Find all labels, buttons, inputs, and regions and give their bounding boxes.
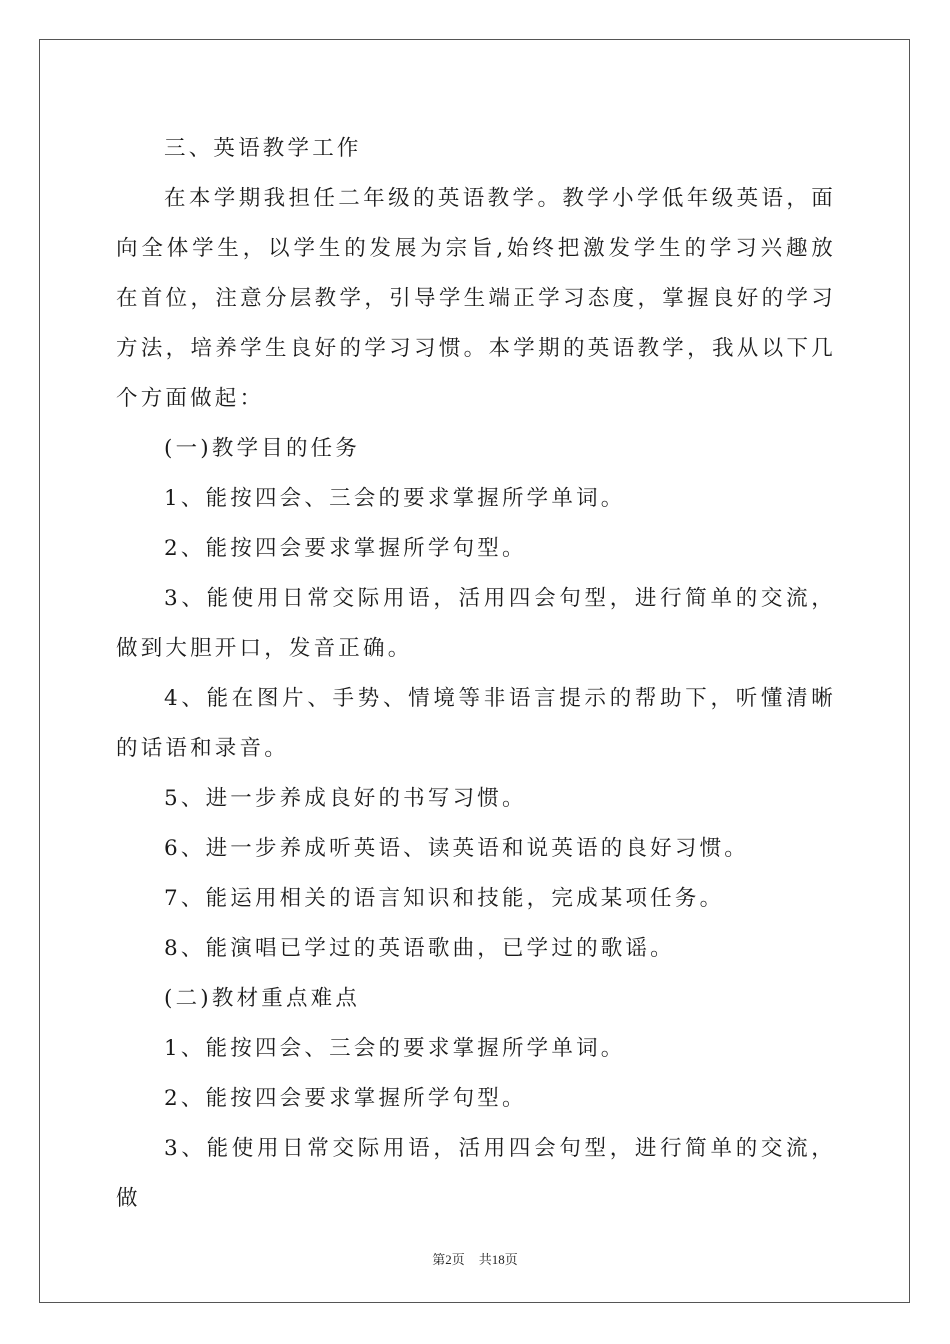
list-item: 6、进一步养成听英语、读英语和说英语的良好习惯。 (164, 836, 749, 861)
page-number: 第2页 (432, 1252, 465, 1267)
page-total: 共18页 (478, 1252, 518, 1267)
list-item: 3、能使用日常交际用语，活用四会句型，进行简单的交流，做到大胆开口，发音正确。 (116, 586, 836, 661)
list-item: 2、能按四会要求掌握所学句型。 (164, 1086, 527, 1111)
list-item: 4、能在图片、手势、情境等非语言提示的帮助下，听懂清晰的话语和录音。 (116, 686, 836, 761)
list-item: 3、能使用日常交际用语，活用四会句型，进行简单的交流，做 (116, 1136, 836, 1211)
list-item: 2、能按四会要求掌握所学句型。 (164, 536, 527, 561)
subsection-heading: (二)教材重点难点 (164, 986, 361, 1011)
body-paragraph: 在本学期我担任二年级的英语教学。教学小学低年级英语，面向全体学生，以学生的发展为宗旨,始终把激发学生的学习兴趣放在首位，注意分层教学，引导学生端正学习态度，掌握良好的学习方法，培养学生良好的学习习惯。本学期的英语教学，我从以下几个方面做起： (116, 186, 836, 411)
list-item: 1、能按四会、三会的要求掌握所学单词。 (164, 1036, 626, 1061)
list-item: 8、能演唱已学过的英语歌曲，已学过的歌谣。 (164, 936, 675, 961)
list-item: 1、能按四会、三会的要求掌握所学单词。 (164, 486, 626, 511)
section-heading: 三、英语教学工作 (164, 136, 362, 161)
document-body (116, 124, 836, 1224)
subsection-heading: (一)教学目的任务 (164, 436, 361, 461)
page-footer (0, 1249, 950, 1268)
list-item: 7、能运用相关的语言知识和技能，完成某项任务。 (164, 886, 725, 911)
list-item: 5、进一步养成良好的书写习惯。 (164, 786, 527, 811)
